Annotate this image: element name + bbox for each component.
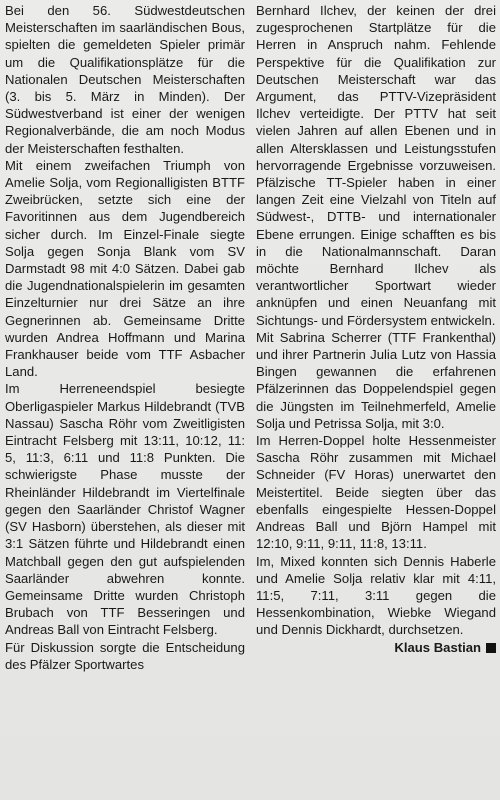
paragraph-mens-singles: Im Herreneendspiel besiegte Oberligaspieler Markus Hildebrandt (TVB Nassau) Sascha Röhr vom Zweitligisten Eintracht Felsberg mit 13:11, 10:12, 11: 5, 11:3, 6:11 und 11:8 Punkten. Die schwierigste Phase musste der Rheinländer Hildebrandt im Viertelfinale gegen den Saarländer Christof Wagner (SV Hasborn) überstehen, als dieser mit 3:1 Sätzen führte und Hildebrandt einen Matchball gegen den gut aufspielenden Saarländer abwehren konnte. Gemeinsame Dritte wurden Christoph Brubach von TTF Besseringen und Andreas Ball von Eintracht Felsberg. — [5, 381, 245, 638]
paragraph-discussion-start: Für Diskussion sorgte die Entscheidung des Pfälzer Sportwartes — [5, 639, 245, 672]
byline-row — [256, 639, 496, 656]
right-column — [256, 2, 496, 800]
paragraph-mens-doubles: Im Herren-Doppel holte Hessenmeister Sascha Röhr zusammen mit Michael Schneider (FV Horas) unerwartet den Meistertitel. Beide siegten über das ebenfalls eingespielte Hessen-Doppel Andreas Ball und Björn Hampel mit 12:10, 9:11, 9:11, 11:8, 13:11. — [256, 433, 496, 552]
paragraph-womens-singles: Mit einem zweifachen Triumph von Amelie Solja, vom Regionalligisten BTTF Zweibrücken, setzte sich eine der Favoritinnen aus dem Jugendbereich sicher durch. Im Einzel-Finale siegte Solja gegen Sonja Blank vom SV Darmstadt 98 mit 4:0 Sätzen. Dabei gab die Jugendnationalspielerin im gesamten Einzelturnier nur drei Sätze an ihre Gegnerinnen ab. Gemeinsame Dritte wurden Andrea Hoffmann und Marina Frankhauser beide vom TTF Asbacher Land. — [5, 157, 245, 380]
paragraph-mixed: Im, Mixed konnten sich Dennis Haberle und Amelie Solja relativ klar mit 4:11, 11:5, 7:11, 3:11 gegen die Hessenkombination, Wiebke Wiegand und Dennis Dickhardt, durchsetzen. — [256, 553, 496, 638]
paragraph-intro: Bei den 56. Südwestdeutschen Meisterschaften im saarländischen Bous, spielten die gemeldeten Spieler primär um die Qualifikationsplätze für die Nationalen Deutschen Meisterschaften (3. bis 5. März in Minden). Der Südwestverband ist einer der wenigen Regionalverbände, die am noch Modus der Meisterschaften festhalten. — [5, 3, 245, 156]
paragraph-discussion-continued: Bernhard Ilchev, der keinen der drei zugesprochenen Startplätze für die Herren in Anspruch nahm. Fehlende Perspektive für die Qualifikation zur Deutschen Meisterschaft war das Argument, das PTTV-Vizepräsident Ilchev verteidigte. Der PTTV hat seit vielen Jahren auf allen Ebenen und in allen Altersklassen und Leistungsstufen hervorragende Ergebnisse vorzuweisen. Pfälzische TT-Spieler haben in einer langen Zeit eine Vielzahl von Titeln auf Südwest-, DTTB- und internationaler Ebene errungen. Einige schafften es bis in die Nationalmannschaft. Daran möchte Bernhard Ilchev als verantwortlicher Sportwart wieder anknüpfen und einen Neuanfang mit Sichtungs- und Fördersystem entwickeln. — [256, 3, 496, 328]
end-of-article-square-icon — [486, 643, 496, 653]
paragraph-womens-doubles: Mit Sabrina Scherrer (TTF Frankenthal) und ihrer Partnerin Julia Lutz von Hassia Bingen gewannen die erfahrenen Pfälzerinnen das Doppelendspiel gegen die Jüngsten im Teilnehmerfeld, Amelie Solja und Petrissa Solja, mit 3:0. — [256, 329, 496, 431]
left-column — [5, 2, 245, 800]
author-byline: Klaus Bastian — [394, 639, 481, 655]
